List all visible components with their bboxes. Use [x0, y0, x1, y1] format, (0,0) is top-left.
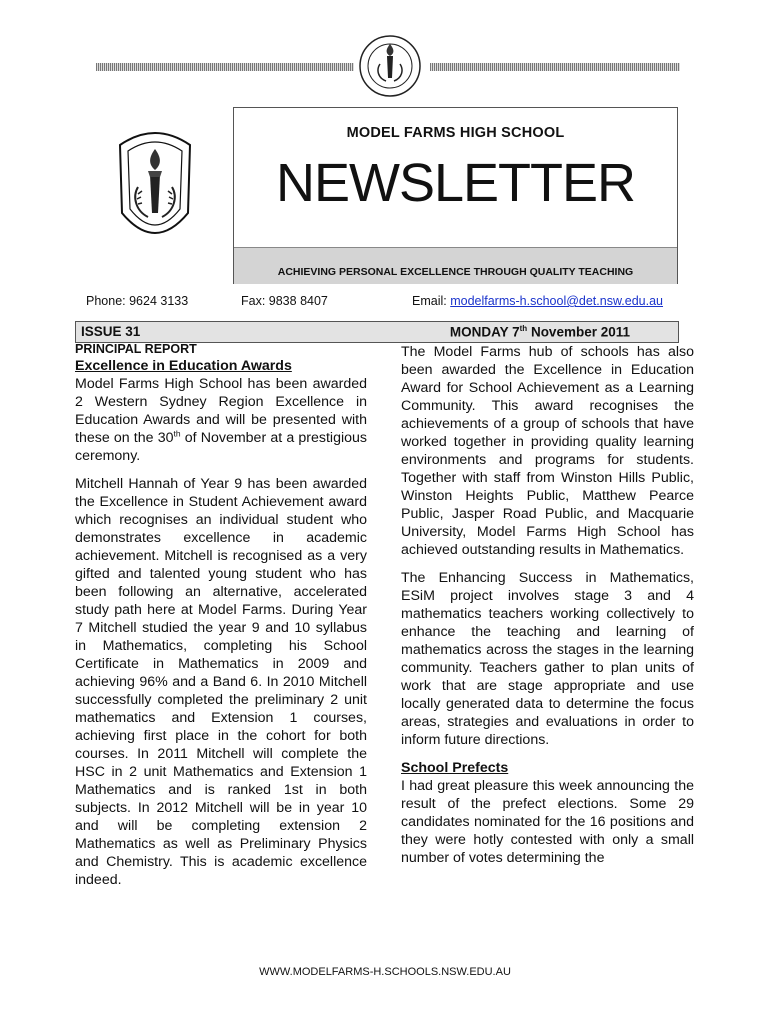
email-link[interactable]: modelfarms-h.school@det.nsw.edu.au [450, 294, 664, 308]
tagline: ACHIEVING PERSONAL EXCELLENCE THROUGH QUALITY TEACHING [277, 266, 634, 278]
issue-date: MONDAY 7th November 2011 [449, 324, 630, 340]
school-name: MODEL FARMS HIGH SCHOOL [346, 125, 565, 141]
fax-number: Fax: 9838 8407 [241, 294, 328, 308]
issue-bar [75, 321, 679, 343]
esim-paragraph: The Enhancing Success in Mathematics, ESiM project involves stage 3 and 4 mathematics teachers working collectively to enhance the teaching and learning of mathematics across the stages in the learning community. Teachers gather to plan units of work that are stage appropriate and use locally generated data to determine the focus areas, strategies and evaluations in order to inform future directions. [401, 570, 694, 748]
prefects-heading: School Prefects [401, 760, 509, 776]
hub-award-paragraph: The Model Farms hub of schools has also been awarded the Excellence in Education Award for School Achievement as a Learning Community. This award recognises the achievements of a group of schools that have worked together in providing quality learning environments and programs for students. Together with staff from Winston Hills Public, Winston Heights Public, Matthew Pearce Public, Jasper Road Public, and Macquarie University, Model Farms High School has achieved outstanding results in Mathematics. [401, 344, 694, 558]
masthead-title-box [233, 107, 678, 284]
section-heading: PRINCIPAL REPORT [75, 342, 197, 356]
email-contact [412, 294, 663, 308]
footer-url: WWW.MODELFARMS-H.SCHOOLS.NSW.EDU.AU [259, 966, 511, 978]
tagline-band [234, 247, 677, 284]
article-title: Excellence in Education Awards [75, 358, 292, 374]
masthead [74, 107, 678, 284]
top-divider-left [96, 63, 354, 71]
email-label: Email: [412, 294, 451, 308]
issue-number: ISSUE 31 [81, 324, 141, 339]
awards-paragraph: Model Farms High School has been awarded 2 Western Sydney Region Excellence in Education Awards and will be presented with these on the 30th of November at a prestigious ceremony. [75, 376, 367, 464]
top-divider-right [430, 63, 680, 71]
prefects-paragraph: I had great pleasure this week announcing the result of the prefect elections. Some 29 candidates nominated for the 16 positions and they were hotly contested with only a small number of votes determining the [401, 778, 694, 866]
right-column [401, 343, 694, 877]
school-crest-logo [112, 127, 198, 259]
left-column [75, 342, 367, 899]
newsletter-title: NEWSLETTER [275, 153, 636, 213]
mitchell-paragraph: Mitchell Hannah of Year 9 has been awarded the Excellence in Student Achievement award which recognises an individual student who demonstrates excellence in academic achievement. Mitchell is recognised as a very gifted and talented young student who has been following an alternative, accelerated study path here at Model Farms. During Year 7 Mitchell studied the year 9 and 10 syllabus in Mathematics, completing his School Certificate in Mathematics in 2009 and achieving 96% and a Band 6. In 2010 Mitchell successfully completed the preliminary 2 unit mathematics and Extension 1 courses, achieving first place in the cohort for both courses. In 2011 Mitchell will complete the HSC in 2 unit Mathematics and Extension 1 Mathematics and is ranked 1st in both subjects. In 2012 Mitchell will be in year 10 and will be completing extension 2 Mathematics as well as Preliminary Physics and Chemistry. This is academic excellence indeed. [75, 476, 367, 888]
school-crest-small [358, 34, 422, 98]
phone-number: Phone: 9624 3133 [86, 294, 189, 308]
